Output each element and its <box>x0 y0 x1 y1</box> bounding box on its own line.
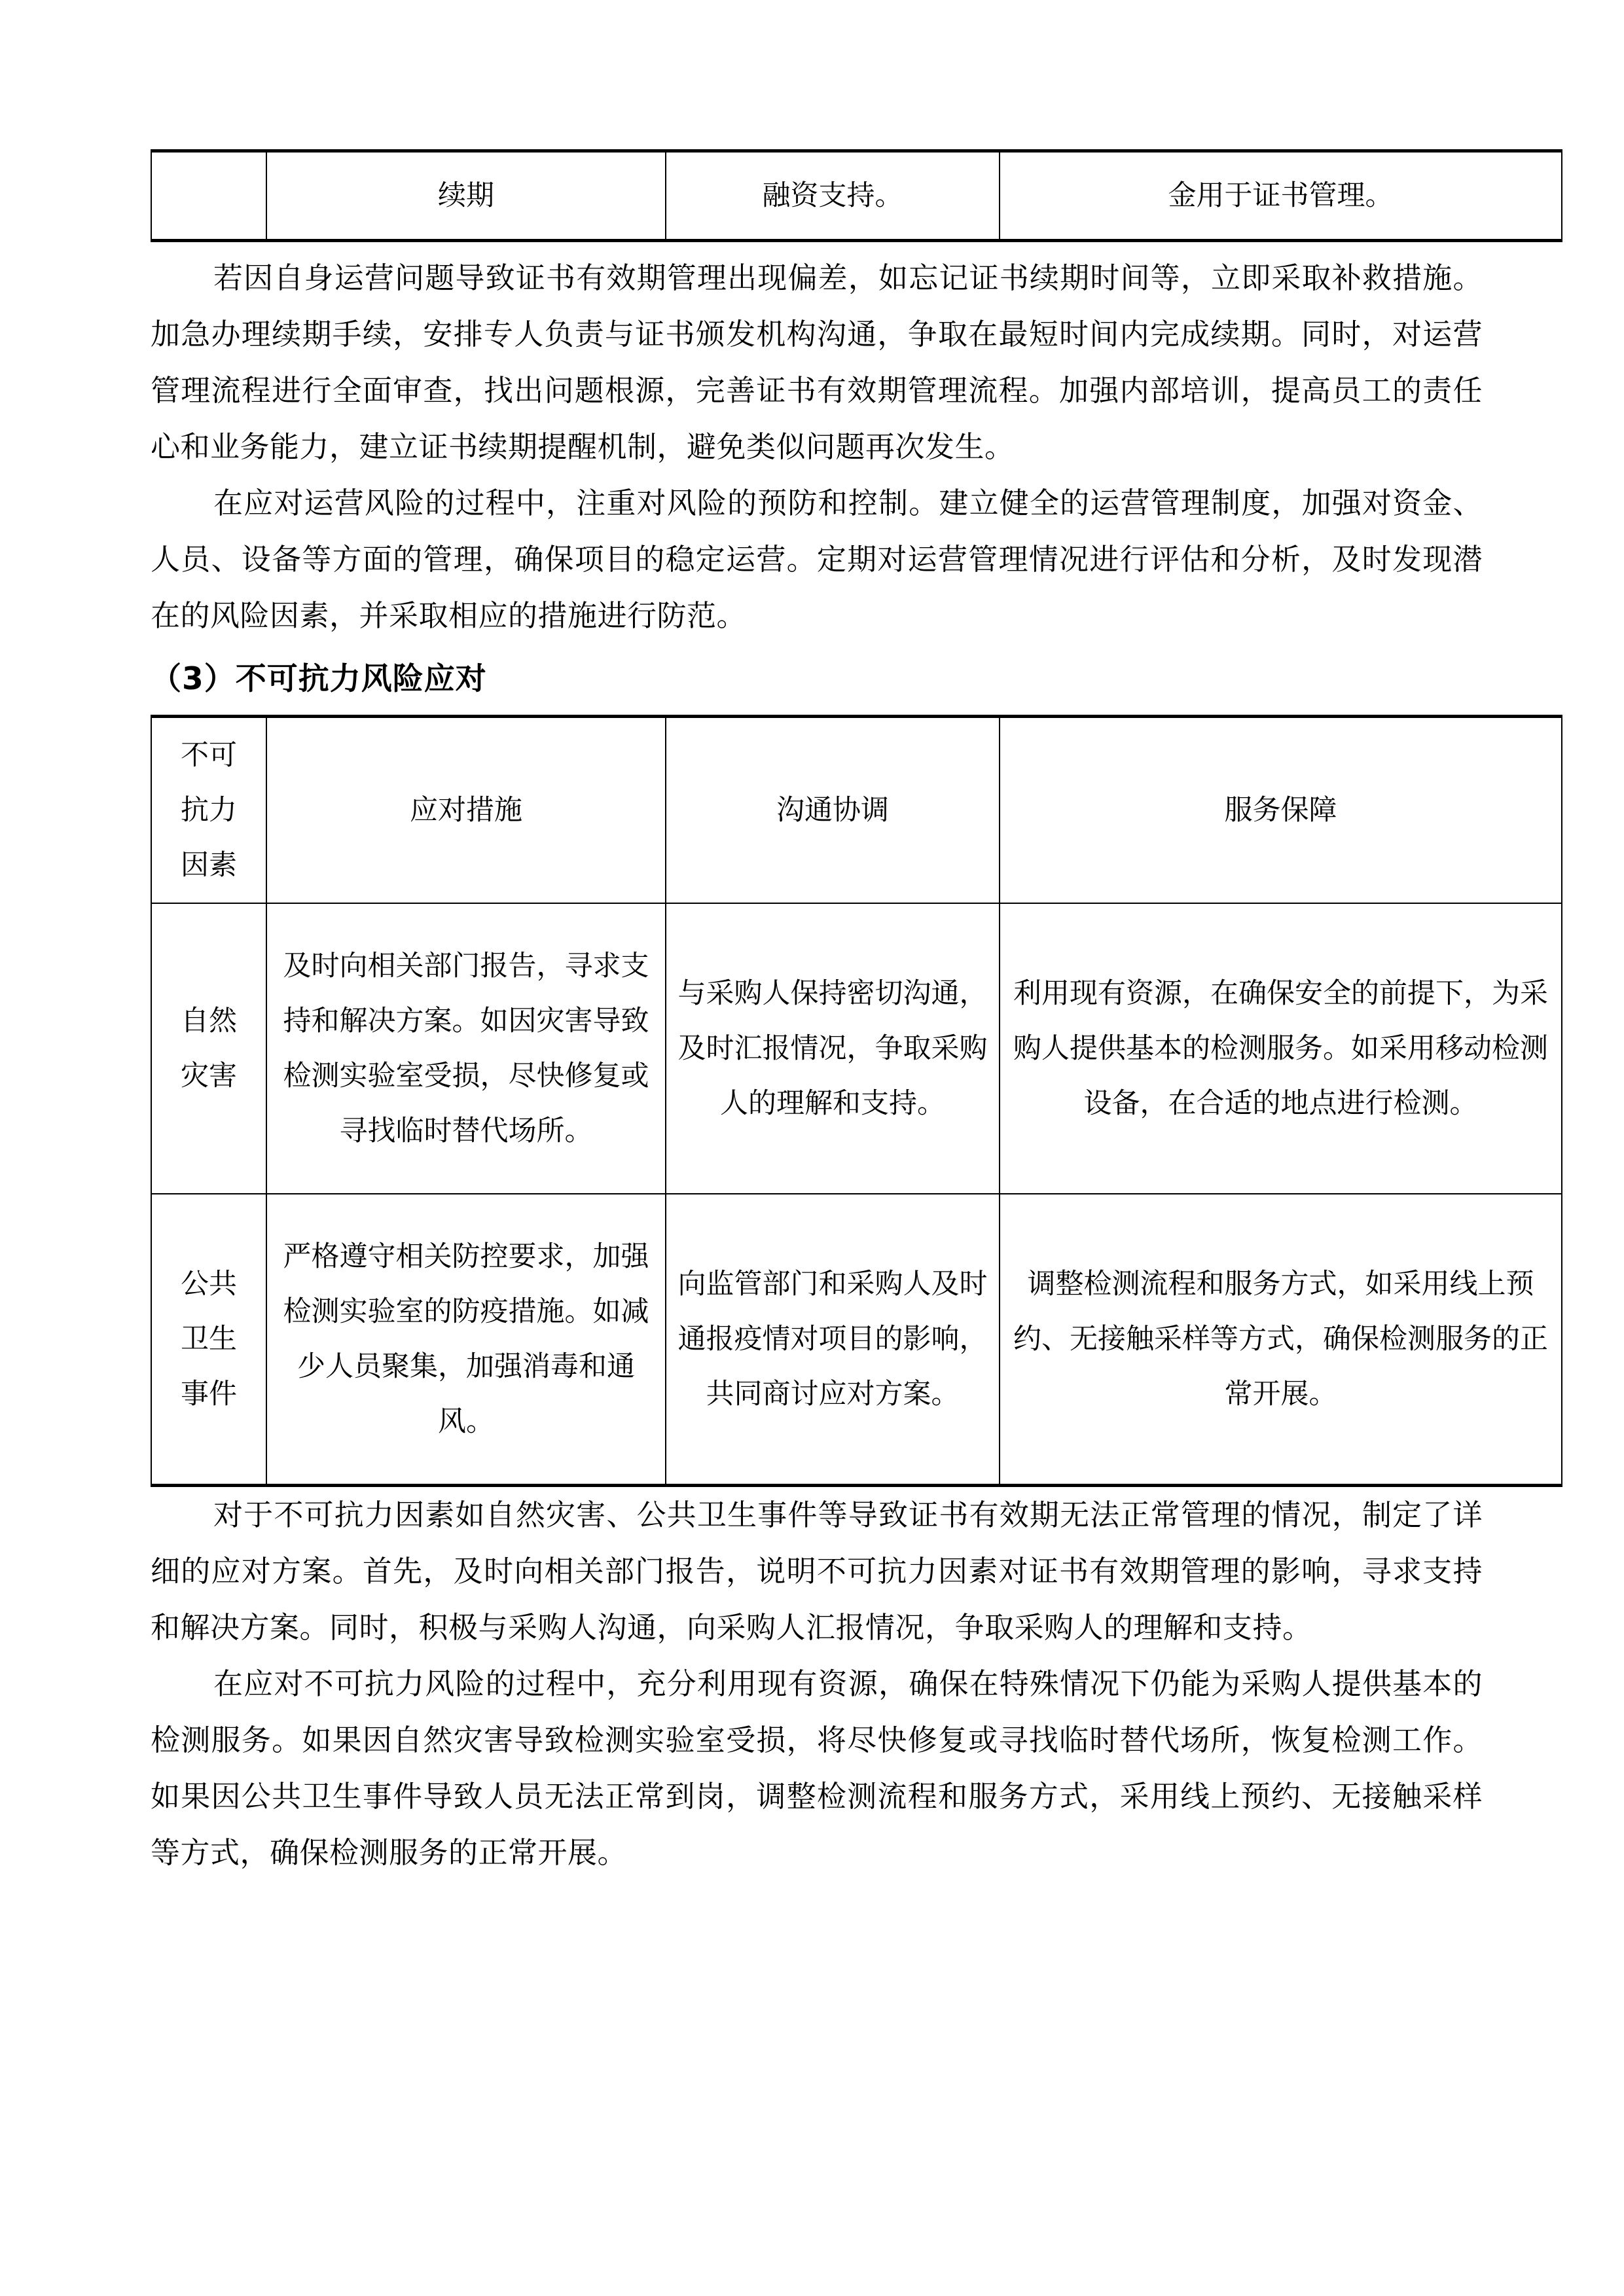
row-cell-communication-natural-disaster: 与采购人保持密切沟通，及时汇报情况，争取采购人的理解和支持。 <box>666 903 1000 1194</box>
row-cell-factor-natural-disaster <box>151 903 266 1194</box>
continued-cell-service: 金用于证书管理。 <box>1000 151 1562 241</box>
factor-line-3: 事件 <box>181 1378 237 1410</box>
header-cell-measures: 应对措施 <box>266 717 666 904</box>
force-majeure-table <box>151 715 1562 1487</box>
row-cell-measures-public-health: 严格遵守相关防控要求，加强检测实验室的防疫措施。如减少人员聚集，加强消毒和通风。 <box>266 1194 666 1486</box>
header-factor-line-2: 抗力 <box>181 794 237 827</box>
factor-line-2: 灾害 <box>181 1060 237 1092</box>
continued-cell-communication: 融资支持。 <box>666 151 1000 241</box>
paragraph-operational-risk-control: 在应对运营风险的过程中，注重对风险的预防和控制。建立健全的运营管理制度，加强对资金、人员、设备等方面的管理，确保项目的稳定运营。定期对运营管理情况进行评估和分析，及时发现潜在的风险因素，并采取相应的措施进行防范。 <box>151 486 1483 633</box>
row-cell-service-natural-disaster: 利用现有资源，在确保安全的前提下，为采购人提供基本的检测服务。如采用移动检测设备，在合适的地点进行检测。 <box>1000 903 1562 1194</box>
page-content <box>151 0 1548 1881</box>
paragraph-force-majeure-resources: 在应对不可抗力风险的过程中，充分利用现有资源，确保在特殊情况下仍能为采购人提供基本的检测服务。如果因自然灾害导致检测实验室受损，将尽快修复或寻找临时替代场所，恢复检测工作。如果因公共卫生事件导致人员无法正常到岗，调整检测流程和服务方式，采用线上预约、无接触采样等方式，确保检测服务的正常开展。 <box>151 1666 1483 1870</box>
table-row <box>151 903 1562 1194</box>
header-cell-service: 服务保障 <box>1000 717 1562 904</box>
table-row <box>151 151 1562 241</box>
row-cell-service-public-health: 调整检测流程和服务方式，如采用线上预约、无接触采样等方式，确保检测服务的正常开展。 <box>1000 1194 1562 1486</box>
factor-line-2: 卫生 <box>181 1323 237 1355</box>
header-cell-communication: 沟通协调 <box>666 717 1000 904</box>
header-cell-factor <box>151 717 266 904</box>
header-factor-line-1: 不可 <box>181 739 237 772</box>
factor-line-1: 自然 <box>181 1005 237 1037</box>
row-cell-factor-public-health <box>151 1194 266 1486</box>
table-row <box>151 1194 1562 1486</box>
row-cell-measures-natural-disaster: 及时向相关部门报告，寻求支持和解决方案。如因灾害导致检测实验室受损，尽快修复或寻找临时替代场所。 <box>266 903 666 1194</box>
continued-table <box>151 149 1562 242</box>
section-heading-force-majeure: （3）不可抗力风险应对 <box>151 661 487 697</box>
continued-cell-measures: 续期 <box>266 151 666 241</box>
table-header-row <box>151 717 1562 904</box>
continued-cell-factor <box>151 151 266 241</box>
factor-line-1: 公共 <box>181 1268 237 1300</box>
row-cell-communication-public-health: 向监管部门和采购人及时通报疫情对项目的影响，共同商讨应对方案。 <box>666 1194 1000 1486</box>
paragraph-operational-deviation: 若因自身运营问题导致证书有效期管理出现偏差，如忘记证书续期时间等，立即采取补救措施。加急办理续期手续，安排专人负责与证书颁发机构沟通，争取在最短时间内完成续期。同时，对运营管理流程进行全面审查，找出问题根源，完善证书有效期管理流程。加强内部培训，提高员工的责任心和业务能力，建立证书续期提醒机制，避免类似问题再次发生。 <box>151 260 1483 464</box>
spacer-after-continued-table <box>151 242 1483 250</box>
top-margin-spacer <box>151 0 1483 149</box>
paragraph-force-majeure-plan: 对于不可抗力因素如自然灾害、公共卫生事件等导致证书有效期无法正常管理的情况，制定了详细的应对方案。首先，及时向相关部门报告，说明不可抗力因素对证书有效期管理的影响，寻求支持和解决方案。同时，积极与采购人沟通，向采购人汇报情况，争取采购人的理解和支持。 <box>151 1498 1483 1645</box>
header-factor-line-3: 因素 <box>181 849 237 882</box>
spacer-before-table <box>151 707 1483 715</box>
spacer-before-heading <box>151 644 1483 652</box>
